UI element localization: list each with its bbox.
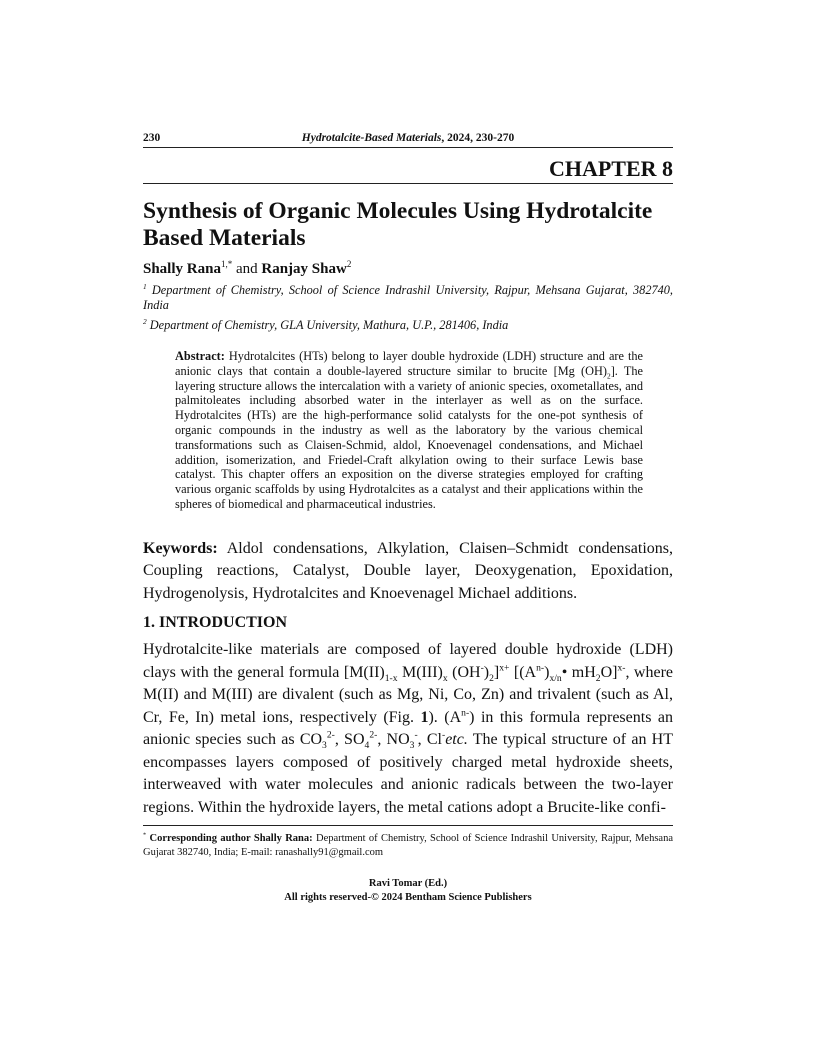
journal-details: , 2024, 230-270 — [441, 132, 515, 144]
sup: - — [414, 729, 418, 741]
sup: 2- — [369, 729, 378, 741]
editor: Ravi Tomar (Ed.) — [368, 878, 448, 890]
header-rule — [143, 147, 673, 148]
sup: x- — [617, 662, 626, 674]
text: Hydrotalcite-like materials are composed of layered double hydroxide (LDH) clays with the general formula [M(II) — [143, 641, 673, 681]
keywords-text: Aldol condensations, Alkylation, Claisen–Schmidt condensations, Coupling reactions, Catalyst, Double layer, Deoxygenation, Epoxidation, Hydrogenolysis, Hydrotalcites and Knoevenagel Michael additions. — [143, 539, 673, 602]
subscript: 2 — [607, 371, 611, 381]
text: , Cl — [417, 731, 442, 749]
sub: 3 — [409, 740, 415, 752]
authors — [143, 260, 673, 278]
affil-sup: 1 — [143, 281, 147, 291]
abstract-text: Hydrotalcites (HTs) belong to layer double hydroxide (LDH) structure and are the anionic clays that contain a double-layered structure similar to brucite [Mg (OH) — [175, 349, 643, 378]
text: M(III) — [397, 663, 443, 681]
sup: - — [441, 729, 446, 741]
footnote-text: Department of Chemistry, School of Science Indrashil University, Rajpur, Mehsana Gujarat 382740, India; E-mail: ranashally91@gmail.com — [143, 833, 673, 858]
affil-text: Department of Chemistry, GLA University, Mathura, U.P., 281406, India — [146, 318, 509, 332]
sub: 3 — [322, 740, 327, 752]
text: , SO — [334, 731, 365, 749]
affil-sup: 2 — [143, 316, 147, 326]
sub: 2 — [595, 672, 601, 684]
affiliation-2 — [143, 318, 673, 333]
text: • mH — [561, 663, 596, 681]
text: ). (A — [428, 708, 462, 726]
author-1-affil: 1,* — [220, 259, 233, 269]
footnote-label: Corresponding author Shally Rana: — [149, 833, 313, 845]
text: , where M(II) and M(III) are divalent (such as Mg, Ni, Co, Zn) and trivalent (such as Al, Cr, Fe, In) metal ions, respectively (Fig. — [143, 663, 673, 726]
abstract-label: Abstract: — [175, 349, 225, 363]
journal-name: Hydrotalcite-Based Materials — [301, 132, 442, 144]
sub: x/n — [549, 672, 562, 684]
text: , NO — [377, 731, 410, 749]
text: O] — [600, 663, 618, 681]
sub: 2 — [489, 672, 494, 684]
text: ) — [544, 663, 550, 681]
text: (OH — [447, 663, 481, 681]
section-heading: 1. INTRODUCTION — [143, 614, 288, 632]
affiliation-1 — [143, 283, 673, 313]
author-2-affil: 2 — [346, 259, 352, 269]
text: ) — [483, 663, 490, 681]
publisher-info — [143, 877, 673, 904]
author-1: Shally Rana — [143, 261, 221, 277]
chapter-title: Synthesis of Organic Molecules Using Hydrotalcite Based Materials — [143, 198, 653, 251]
sup: n- — [461, 707, 470, 719]
intro-paragraph — [143, 639, 673, 819]
affil-text: Department of Chemistry, School of Science Indrashil University, Rajpur, Mehsana Gujarat, 382740, India — [143, 283, 673, 312]
abstract-text: ]. The layering structure allows the intercalation with a variety of anionic species, oxometallates, and palmitoleates including absorbed water in the interlayer as well as on the surface. Hydrotalcites (HTs) are the high-performance solid catalysts for the one-pot synthesis of organic compounds in the industry as well as the laboratory by the various chemical transformations such as Claisen-Schmid, aldol, Knoevenagel condensations, and Michael addition, isomerization, and Friedel-Craft alkylation owing to their surface Lewis base catalyst. This chapter offers an exposition on the diverse strategies employed for crafting various organic scaffolds by using Hydrotalcites as a catalyst and their applications within the spheres of biomedical and pharmaceutical industries. — [175, 363, 643, 511]
figure-ref[interactable]: 1 — [420, 708, 429, 726]
text: ) in this formula represents an anionic species such as CO — [143, 708, 673, 749]
text: etc. — [445, 731, 468, 749]
sub: 1-x — [384, 672, 398, 684]
page-content — [143, 198, 673, 904]
keywords-label: Keywords: — [143, 539, 218, 557]
journal-citation — [213, 131, 603, 145]
page-number: 230 — [143, 132, 161, 144]
text: ] — [493, 663, 500, 681]
text: The typical structure of an HT encompasses layers composed of positively charged metal hydroxide sheets, interweaved with water molecules and anionic radicals between the two-layer regions. Within the hydroxide layers, the metal cations adopt a Brucite-like confi- — [143, 731, 674, 816]
rights: All rights reserved-© 2024 Bentham Science Publishers — [284, 891, 532, 903]
running-header — [143, 131, 673, 146]
sub: 4 — [364, 740, 370, 752]
author-2: Ranjay Shaw — [261, 261, 347, 277]
chapter-label: CHAPTER 8 — [548, 156, 673, 181]
sub: x — [442, 672, 448, 684]
sup: - — [480, 662, 484, 674]
abstract — [175, 349, 643, 512]
footnote — [143, 832, 673, 859]
keywords — [143, 538, 673, 606]
text: [(A — [509, 663, 537, 681]
sup: n- — [536, 662, 545, 674]
chapter-rule — [143, 183, 673, 184]
footnote-sup: * — [143, 831, 147, 839]
sup: x+ — [499, 662, 510, 674]
sup: 2- — [326, 729, 335, 741]
authors-and: and — [232, 261, 262, 277]
footnote-rule — [143, 825, 673, 826]
